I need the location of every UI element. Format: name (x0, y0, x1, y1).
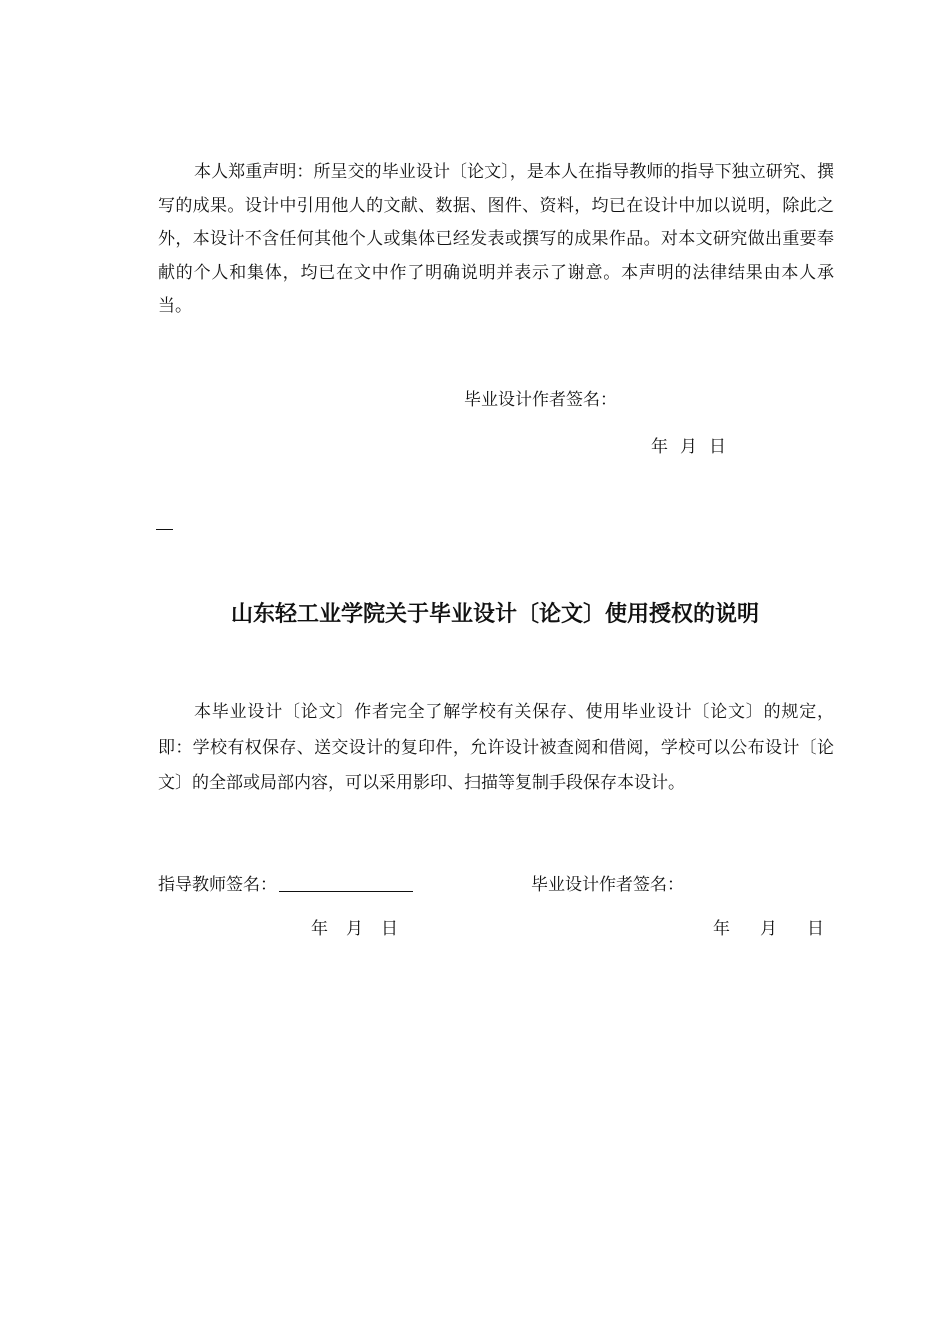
date-year: 年 (651, 437, 668, 457)
authorization-title: 山东轻工业学院关于毕业设计〔论文〕使用授权的说明 (230, 602, 759, 627)
declaration-paragraph-block (158, 156, 834, 324)
authorization-paragraph-block (158, 695, 834, 802)
author-date (713, 917, 824, 941)
advisor-signature (158, 873, 413, 897)
date-year: 年 (311, 919, 328, 939)
date-year: 年 (713, 919, 730, 939)
date-day: 日 (807, 919, 824, 939)
author-signature-label: 毕业设计作者签名： (531, 875, 684, 895)
advisor-date (311, 917, 398, 941)
advisor-signature-line[interactable] (279, 873, 413, 892)
date-day: 日 (381, 919, 398, 939)
date-month: 月 (760, 919, 777, 939)
declaration-date (651, 435, 726, 459)
declaration-text: 本人郑重声明：所呈交的毕业设计〔论文〕，是本人在指导教师的指导下独立研究、撰写的成果。设计中引用他人的文献、数据、图件、资料，均已在设计中加以说明，除此之外，本设计不含任何其他个人或集体已经发表或撰写的成果作品。对本文研究做出重要奉献的个人和集体，均已在文中作了明确说明并表示了谢意。本声明的法律结果由本人承当。 (158, 162, 834, 316)
date-month: 月 (680, 437, 697, 457)
declaration-author-signature-label: 毕业设计作者签名： (464, 390, 617, 410)
stray-dash-mark (156, 529, 173, 530)
advisor-signature-label: 指导教师签名： (158, 875, 277, 895)
authorization-text: 本毕业设计〔论文〕作者完全了解学校有关保存、使用毕业设计〔论文〕的规定，即：学校有权保存、送交设计的复印件，允许设计被查阅和借阅，学校可以公布设计〔论文〕的全部或局部内容，可以采用影印、扫描等复制手段保存本设计。 (158, 702, 834, 793)
date-month: 月 (346, 919, 363, 939)
date-day: 日 (709, 437, 726, 457)
